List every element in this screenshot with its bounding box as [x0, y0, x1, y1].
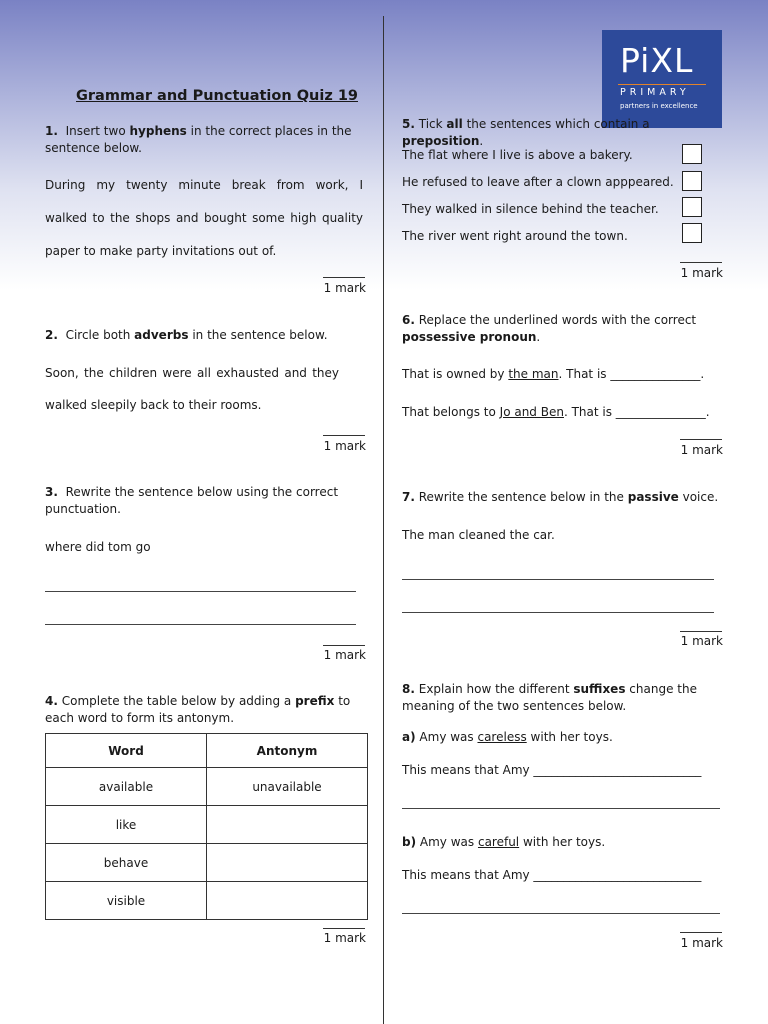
q8-b-pre: Amy was — [419, 835, 475, 849]
question-4-prompt — [45, 693, 365, 726]
q6-s1-post[interactable]: . That is _______________. — [558, 367, 705, 381]
q6-s2-pre: That belongs to — [402, 405, 496, 419]
q5-tickbox-3[interactable] — [682, 197, 702, 217]
q5-item-1: The flat where I live is above a bakery. — [402, 148, 633, 162]
q6-number: 6. — [402, 313, 415, 327]
q5-item-4: The river went right around the town. — [402, 229, 628, 243]
q8-a-answer-line[interactable] — [402, 808, 720, 809]
q8-a-means[interactable]: This means that Amy ____________________________ — [402, 763, 702, 777]
q2-number: 2. — [45, 328, 58, 342]
q8-pre: Explain how the different — [418, 682, 570, 696]
q8-a-label: a) — [402, 730, 416, 744]
logo-rule — [618, 84, 706, 85]
q5-item-3: They walked in silence behind the teacher. — [402, 202, 659, 216]
table-cell-antonym[interactable] — [207, 882, 368, 920]
q3-text: Rewrite the sentence below using the correct punctuation. — [45, 485, 339, 516]
q5-tickbox-1[interactable] — [682, 144, 702, 164]
q8-mark-line — [680, 932, 722, 933]
table-row — [46, 768, 368, 806]
pixl-logo — [602, 30, 722, 128]
logo-tagline: partners in excellence — [620, 102, 698, 110]
q5-post: . — [479, 133, 484, 148]
q1-line-3: paper to make party invitations out of. — [45, 244, 277, 258]
column-divider — [383, 16, 384, 1024]
table-row — [46, 806, 368, 844]
q3-number: 3. — [45, 485, 58, 499]
q7-sentence: The man cleaned the car. — [402, 528, 555, 542]
q6-sentence-1 — [402, 367, 704, 381]
q6-text: Replace the underlined words with the correct — [418, 313, 697, 327]
question-8-prompt — [402, 681, 702, 714]
logo-sub: PRIMARY — [620, 87, 690, 98]
table-cell-word: available — [46, 768, 207, 806]
q3-sentence: where did tom go — [45, 540, 151, 554]
q8-mark: 1 mark — [680, 936, 723, 950]
q2-line-2: walked sleepily back to their rooms. — [45, 398, 262, 412]
q7-keyword: passive — [627, 490, 679, 504]
table-cell-word: like — [46, 806, 207, 844]
q7-number: 7. — [402, 490, 415, 504]
q7-answer-line-1[interactable] — [402, 579, 714, 580]
q1-line-1: During my twenty minute break from work, I — [45, 178, 363, 192]
q6-s2-underlined: Jo and Ben — [499, 405, 564, 419]
q5-mark-line — [680, 262, 722, 263]
table-cell-word: behave — [46, 844, 207, 882]
q2-post: in the sentence below. — [192, 328, 328, 342]
q5-number: 5. — [402, 117, 415, 131]
q6-s1-pre: That is owned by — [402, 367, 505, 381]
q6-mark: 1 mark — [680, 443, 723, 457]
q8-number: 8. — [402, 682, 415, 696]
table-header-antonym: Antonym — [207, 734, 368, 768]
q2-mark-line — [323, 435, 365, 436]
q4-keyword: prefix — [295, 694, 335, 708]
prefix-table — [45, 733, 368, 920]
q7-post: voice. — [682, 490, 719, 504]
table-cell-word: visible — [46, 882, 207, 920]
q2-mark: 1 mark — [323, 439, 366, 453]
q2-pre: Circle both — [65, 328, 131, 342]
q1-post: in the correct places in the sentence below. — [45, 124, 352, 155]
table-row — [46, 844, 368, 882]
q6-post: . — [536, 329, 541, 344]
q8-b-label: b) — [402, 835, 417, 849]
q7-mark: 1 mark — [680, 634, 723, 648]
question-2-prompt — [45, 327, 365, 344]
table-header-word: Word — [46, 734, 207, 768]
q8-b-answer-line[interactable] — [402, 913, 720, 914]
q7-pre: Rewrite the sentence below in the — [418, 490, 624, 504]
q8-a-underlined: careless — [477, 730, 527, 744]
q1-number: 1. — [45, 124, 58, 138]
table-header-row — [46, 734, 368, 768]
q5-mark: 1 mark — [680, 266, 723, 280]
q5-mid: the sentences which contain a — [466, 117, 650, 131]
q4-mark-line — [323, 928, 365, 929]
question-7-prompt — [402, 489, 722, 506]
question-3-prompt — [45, 484, 365, 517]
q4-pre: Complete the table below by adding a — [61, 694, 292, 708]
q6-s1-underlined: the man — [508, 367, 559, 381]
q6-s2-post[interactable]: . That is _______________. — [563, 405, 710, 419]
q3-mark-line — [323, 645, 365, 646]
q5-pre: Tick — [418, 117, 443, 131]
q6-sentence-2 — [402, 405, 710, 419]
q2-keyword: adverbs — [134, 328, 189, 342]
q4-mark: 1 mark — [323, 931, 366, 945]
q8-b-means[interactable]: This means that Amy ____________________________ — [402, 868, 702, 882]
q5-tickbox-4[interactable] — [682, 223, 702, 243]
q2-line-1: Soon, the children were all exhausted and they — [45, 366, 339, 380]
q7-mark-line — [680, 631, 722, 632]
table-cell-antonym[interactable] — [207, 844, 368, 882]
q5-keyword-all: all — [446, 117, 463, 131]
q8-part-a — [402, 730, 613, 744]
q5-tickbox-2[interactable] — [682, 171, 702, 191]
q8-b-post: with her toys. — [522, 835, 606, 849]
question-1-prompt — [45, 123, 365, 156]
table-cell-antonym[interactable] — [207, 806, 368, 844]
q7-answer-line-2[interactable] — [402, 612, 714, 613]
q8-part-b — [402, 835, 605, 849]
q3-answer-line-2[interactable] — [45, 624, 356, 625]
logo-name: PiXL — [620, 41, 694, 80]
table-row — [46, 882, 368, 920]
question-6-prompt — [402, 312, 722, 345]
q3-mark: 1 mark — [323, 648, 366, 662]
q8-b-underlined: careful — [477, 835, 520, 849]
q6-keyword: possessive pronoun — [402, 329, 537, 344]
q8-keyword: suffixes — [573, 682, 626, 696]
q4-number: 4. — [45, 694, 58, 708]
table-cell-antonym[interactable]: unavailable — [207, 768, 368, 806]
q6-mark-line — [680, 439, 722, 440]
q1-pre: Insert two — [65, 124, 126, 138]
q5-item-2: He refused to leave after a clown apppeared. — [402, 175, 674, 189]
q1-mark-line — [323, 277, 365, 278]
q1-mark: 1 mark — [323, 281, 366, 295]
q4-post: to each word to form its antonym. — [45, 694, 351, 725]
q3-answer-line-1[interactable] — [45, 591, 356, 592]
q1-line-2: walked to the shops and bought some high quality — [45, 211, 363, 225]
q5-keyword-preposition: preposition — [402, 133, 480, 148]
q8-a-pre: Amy was — [419, 730, 474, 744]
q8-a-post: with her toys. — [530, 730, 613, 744]
q1-keyword: hyphens — [129, 124, 187, 138]
q8-post: change the meaning of the two sentences below. — [402, 682, 697, 713]
page-title: Grammar and Punctuation Quiz 19 — [76, 88, 358, 104]
